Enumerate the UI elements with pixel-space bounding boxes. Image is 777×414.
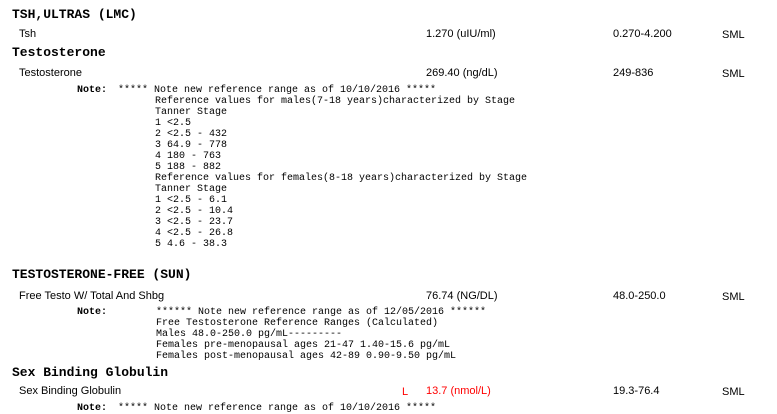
note-line: Tanner Stage <box>155 184 228 195</box>
note-line: 1 <2.5 <box>155 118 192 129</box>
note-line: ***** Note new reference range as of 10/10/2016 ***** <box>118 85 437 96</box>
note-shbg <box>118 403 436 414</box>
note-line: Reference values for males(7-18 years)characterized by Stage <box>155 96 516 107</box>
section-title-tsh: TSH,ULTRAS (LMC) <box>12 7 137 22</box>
note-line: ****** Note new reference range as of 12/05/2016 ****** <box>156 307 487 318</box>
note-testosterone <box>118 85 527 250</box>
section-title-shbg: Sex Binding Globulin <box>12 365 169 380</box>
site-shbg: SML <box>722 386 745 398</box>
note-label-shbg: Note: <box>77 403 108 414</box>
range-testosterone: 249-836 <box>613 67 654 79</box>
result-testosterone: 269.40 (ng/dL) <box>426 67 498 79</box>
result-free-testo: 76.74 (NG/DL) <box>426 290 498 302</box>
note-line: 2 <2.5 - 10.4 <box>155 206 234 217</box>
note-line: 5 4.6 - 38.3 <box>155 239 228 250</box>
note-line: Tanner Stage <box>155 107 228 118</box>
test-name-tsh: Tsh <box>19 28 37 40</box>
note-label-free-testo: Note: <box>77 307 108 318</box>
test-name-testosterone: Testosterone <box>19 67 82 79</box>
note-line: 4 <2.5 - 26.8 <box>155 228 234 239</box>
section-title-free-testo: TESTOSTERONE-FREE (SUN) <box>12 267 192 282</box>
test-name-shbg: Sex Binding Globulin <box>19 385 122 397</box>
result-shbg: 13.7 (nmol/L) <box>426 385 491 397</box>
note-label-testosterone: Note: <box>77 85 108 96</box>
note-line: Females pre-menopausal ages 21-47 1.40-15.6 pg/mL <box>156 340 451 351</box>
note-line: 2 <2.5 - 432 <box>155 129 228 140</box>
note-line: 4 180 - 763 <box>155 151 222 162</box>
range-tsh: 0.270-4.200 <box>613 28 672 40</box>
note-line: Free Testosterone Reference Ranges (Calculated) <box>156 318 439 329</box>
note-line: Females post-menopausal ages 42-89 0.90-9.50 pg/mL <box>156 351 457 362</box>
note-line: 5 188 - 882 <box>155 162 222 173</box>
note-free-testo <box>156 307 486 362</box>
abnormal-flag: L <box>402 386 409 398</box>
result-tsh: 1.270 (uIU/ml) <box>426 28 496 40</box>
range-shbg: 19.3-76.4 <box>613 385 660 397</box>
note-line: ***** Note new reference range as of 10/10/2016 ***** <box>118 403 437 414</box>
note-line: 1 <2.5 - 6.1 <box>155 195 228 206</box>
note-line: 3 <2.5 - 23.7 <box>155 217 234 228</box>
site-testosterone: SML <box>722 68 745 80</box>
note-line: Males 48.0-250.0 pg/mL--------- <box>156 329 343 340</box>
note-line: 3 64.9 - 778 <box>155 140 228 151</box>
section-title-testosterone: Testosterone <box>12 45 106 60</box>
site-tsh: SML <box>722 29 745 41</box>
note-line: Reference values for females(8-18 years)characterized by Stage <box>155 173 528 184</box>
site-free-testo: SML <box>722 291 745 303</box>
test-name-free-testo: Free Testo W/ Total And Shbg <box>19 290 165 302</box>
range-free-testo: 48.0-250.0 <box>613 290 666 302</box>
